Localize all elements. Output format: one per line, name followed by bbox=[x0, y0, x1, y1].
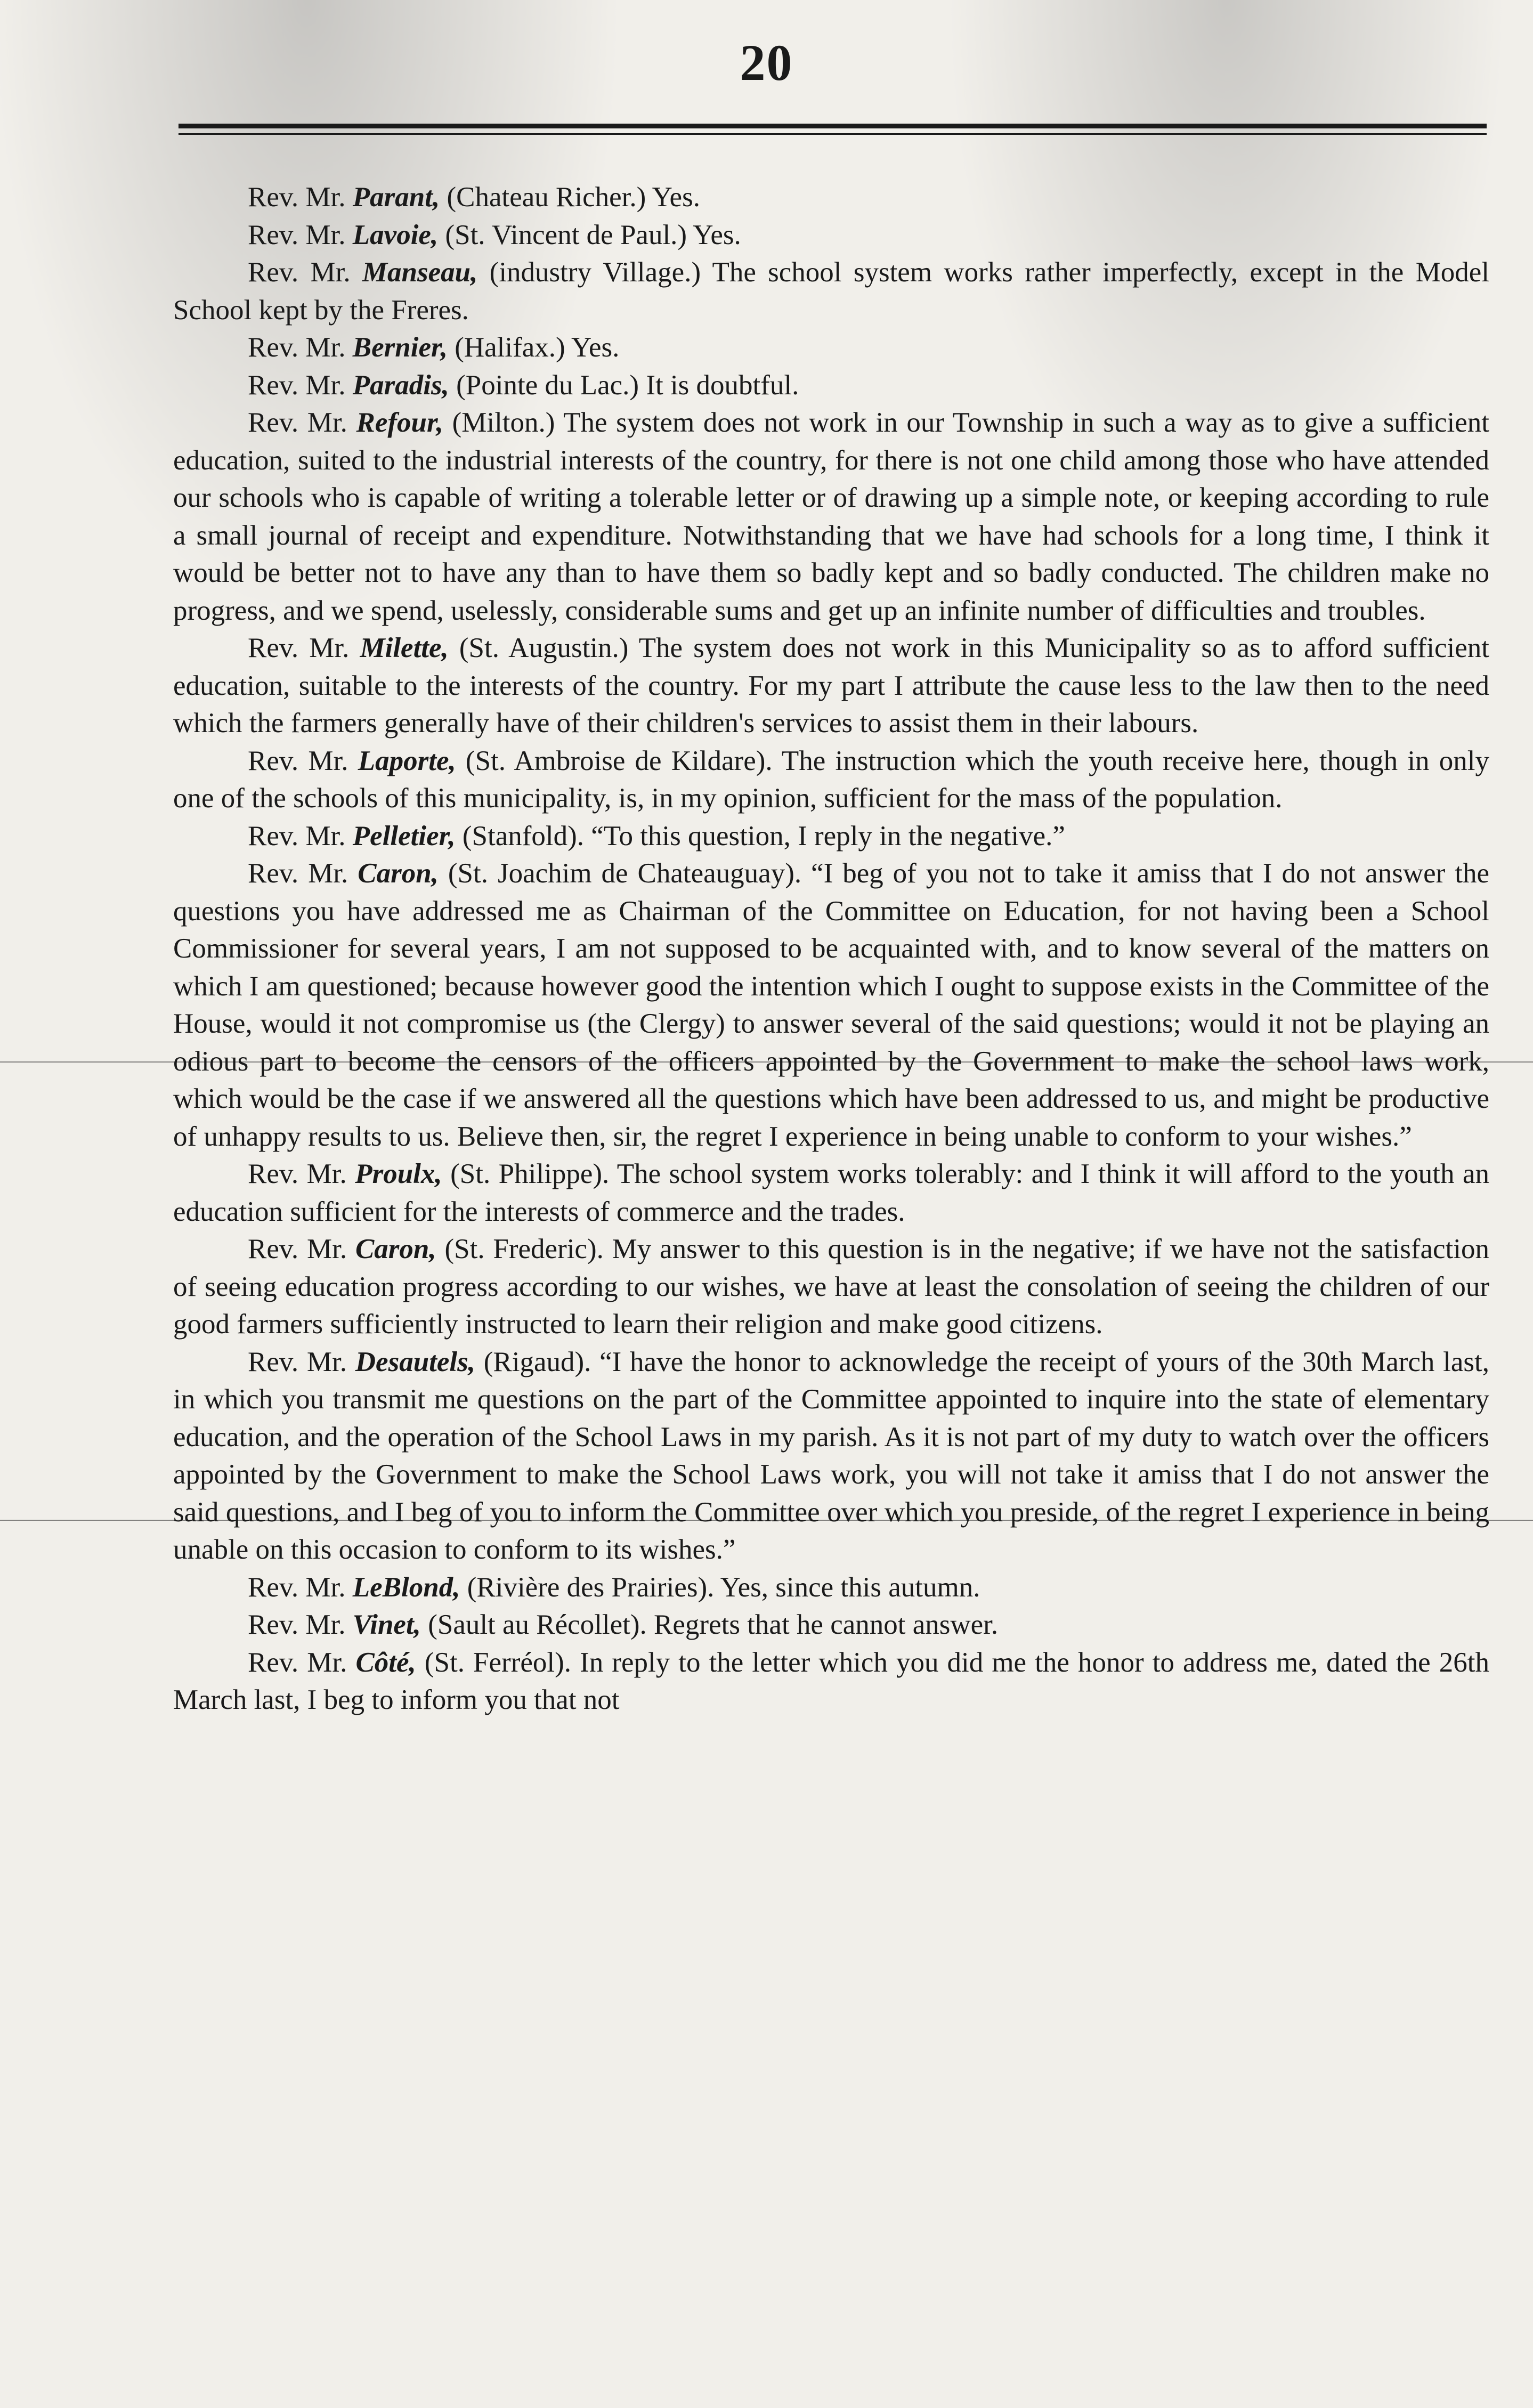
entry-prefix: Rev. Mr. bbox=[248, 1609, 353, 1640]
body-text bbox=[173, 179, 1489, 1719]
header-rule-thick bbox=[179, 124, 1487, 128]
entry-prefix: Rev. Mr. bbox=[248, 820, 353, 852]
entry-paragraph bbox=[173, 254, 1489, 329]
entry-prefix: Rev. Mr. bbox=[248, 369, 353, 401]
entry-paragraph bbox=[173, 742, 1489, 817]
entry-prefix: Rev. Mr. bbox=[248, 182, 353, 213]
entry-text: (St. Ambroise de Kildare). The instruction which the youth receive here, though in only one of the schools of this municipality, is, in my opinion, sufficient for the mass of the population. bbox=[173, 745, 1489, 814]
respondent-name: Proulx, bbox=[355, 1158, 442, 1189]
entry-paragraph bbox=[173, 855, 1489, 1155]
entry-prefix: Rev. Mr. bbox=[248, 1647, 356, 1678]
entry-paragraph bbox=[173, 367, 1489, 404]
entry-paragraph bbox=[173, 1230, 1489, 1343]
entry-text: (Milton.) The system does not work in our Township in such a way as to give a sufficient education, suited to the industrial interests of the country, for there is not one child among those who have attended our schools who is capable of writing a tolerable letter or of drawing up a simple note, or keeping according to rule a small journal of receipt and expenditure. Notwithstanding that we have had schools for a long time, I think it would be better not to have any than to have them so badly kept and so badly conducted. The children make no progress, and we spend, uselessly, considerable sums and get up an infinite number of difficulties and troubles. bbox=[173, 407, 1489, 626]
entry-prefix: Rev. Mr. bbox=[248, 858, 358, 889]
respondent-name: Milette, bbox=[360, 633, 449, 663]
entry-prefix: Rev. Mr. bbox=[248, 257, 362, 288]
respondent-name: Côté, bbox=[355, 1647, 416, 1678]
entry-prefix: Rev. Mr. bbox=[248, 633, 360, 663]
entry-prefix: Rev. Mr. bbox=[248, 1571, 353, 1603]
entry-text: (St. Vincent de Paul.) Yes. bbox=[438, 219, 741, 250]
entry-text: (Halifax.) Yes. bbox=[447, 332, 620, 363]
entry-text: (industry Village.) The school system works rather imperfectly, except in the Model School kept by the Freres. bbox=[173, 257, 1489, 326]
respondent-name: Refour, bbox=[356, 407, 443, 438]
entry-paragraph bbox=[173, 1606, 1489, 1644]
entry-prefix: Rev. Mr. bbox=[248, 1234, 355, 1264]
entry-prefix: Rev. Mr. bbox=[248, 1158, 355, 1189]
entry-text: (Sault au Récollet). Regrets that he cannot answer. bbox=[420, 1609, 999, 1640]
entry-prefix: Rev. Mr. bbox=[248, 1346, 355, 1377]
entry-text: (St. Augustin.) The system does not work in this Municipality so as to afford sufficient education, suitable to the interests of the country. For my part I attribute the cause less to the law then to the need which the farmers generally have of their children's services to assist them in their labours. bbox=[173, 633, 1489, 739]
entry-text: (Stanfold). “To this question, I reply in the negative.” bbox=[455, 820, 1065, 852]
page-number: 20 bbox=[740, 34, 793, 91]
entry-text: (St. Philippe). The school system works tolerably: and I think it will afford to the youth an education sufficient for the interests of commerce and the trades. bbox=[173, 1158, 1489, 1227]
entry-text: (St. Ferréol). In reply to the letter which you did me the honor to address me, dated the 26th March last, I beg to inform you that not bbox=[173, 1647, 1489, 1715]
entry-text: (Rivière des Prairies). Yes, since this autumn. bbox=[460, 1571, 980, 1603]
respondent-name: Paradis, bbox=[352, 369, 449, 401]
entry-prefix: Rev. Mr. bbox=[248, 332, 353, 363]
header-rule-thin bbox=[179, 133, 1487, 135]
entry-prefix: Rev. Mr. bbox=[248, 219, 353, 250]
entry-paragraph bbox=[173, 404, 1489, 629]
entry-paragraph bbox=[173, 1644, 1489, 1719]
respondent-name: Laporte, bbox=[358, 745, 456, 776]
respondent-name: Desautels, bbox=[355, 1346, 476, 1377]
respondent-name: Bernier, bbox=[352, 332, 448, 363]
entry-text: (St. Frederic). My answer to this question is in the negative; if we have not the satisfaction of seeing education progress according to our wishes, we have at least the consolation of seeing the children of our good farmers sufficiently instructed to learn their religion and make good citizens. bbox=[173, 1234, 1489, 1340]
respondent-name: Lavoie, bbox=[352, 219, 439, 250]
entry-text: (St. Joachim de Chateauguay). “I beg of you not to take it amiss that I do not answer the questions you have addressed me as Chairman of the Committee on Education, for not having been a School Commissioner for several years, I am not supposed to be acquainted with, and to know several of the matters on which I am questioned; because however good the intention which I ought to suppose exists in the Committee of the House, would it not compromise us (the Clergy) to answer several of the said questions; would it not be playing an odious part to become the censors of the officers appointed by the Government to make the school laws work, which would be the case if we answered all the questions which have been addressed to us, and might be productive of unhappy results to us. Believe then, sir, the regret I experience in being unable to conform to your wishes.” bbox=[173, 858, 1489, 1152]
respondent-name: Caron, bbox=[355, 1234, 436, 1264]
entry-paragraph bbox=[173, 179, 1489, 216]
entry-paragraph bbox=[173, 1155, 1489, 1230]
entry-text: (Rigaud). “I have the honor to acknowledge the receipt of yours of the 30th March last, in which you transmit me questions on the part of the Committee appointed to inquire into the state of elementary education, and the operation of the School Laws in my parish. As it is not part of my duty to watch over the officers appointed by the Government to make the School Laws work, you will not take it amiss that I do not answer the said questions, and I beg of you to inform the Committee over which you preside, of the regret I experience in being unable on this occasion to conform to its wishes.” bbox=[173, 1346, 1489, 1565]
respondent-name: Manseau, bbox=[362, 257, 478, 288]
respondent-name: Vinet, bbox=[352, 1609, 421, 1640]
respondent-name: Parant, bbox=[352, 182, 440, 213]
respondent-name: LeBlond, bbox=[352, 1571, 460, 1603]
entry-paragraph bbox=[173, 1343, 1489, 1569]
entry-prefix: Rev. Mr. bbox=[248, 407, 356, 438]
respondent-name: Caron, bbox=[358, 858, 439, 889]
entry-paragraph bbox=[173, 216, 1489, 254]
entry-paragraph bbox=[173, 817, 1489, 855]
entry-paragraph bbox=[173, 329, 1489, 367]
respondent-name: Pelletier, bbox=[352, 820, 456, 852]
entry-paragraph bbox=[173, 629, 1489, 742]
entry-text: (Pointe du Lac.) It is doubtful. bbox=[449, 369, 799, 401]
entry-prefix: Rev. Mr. bbox=[248, 745, 358, 776]
entry-paragraph bbox=[173, 1569, 1489, 1607]
entry-text: (Chateau Richer.) Yes. bbox=[440, 182, 700, 213]
